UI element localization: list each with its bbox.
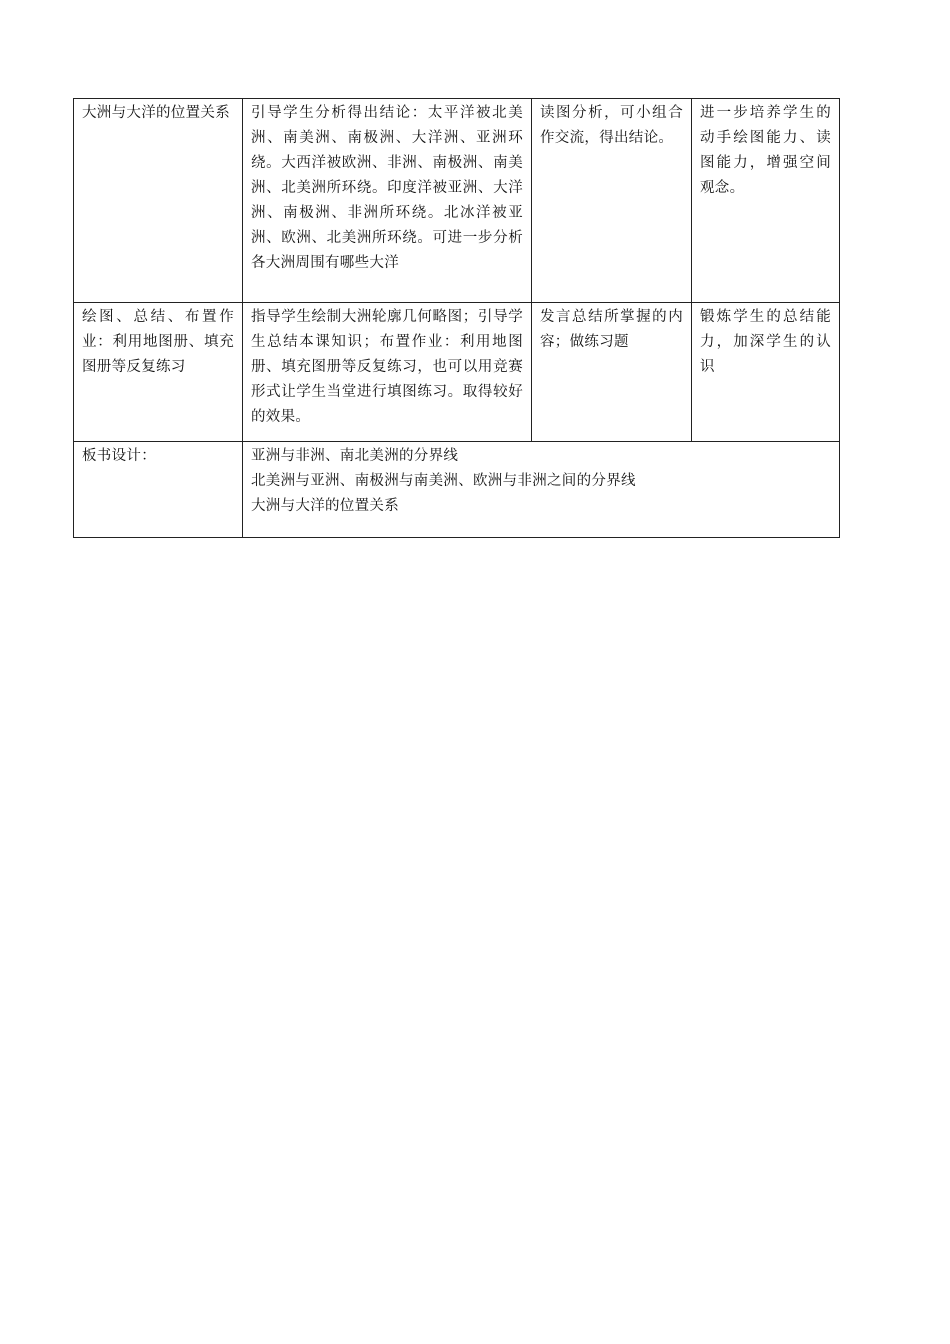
student-activity-cell: 读图分析，可小组合作交流，得出结论。 bbox=[532, 99, 692, 303]
board-line: 北美洲与亚洲、南极洲与南美洲、欧洲与非洲之间的分界线 bbox=[251, 473, 636, 489]
board-line: 大洲与大洋的位置关系 bbox=[251, 498, 399, 514]
lesson-plan-table bbox=[73, 98, 840, 538]
teacher-activity-cell: 指导学生绘制大洲轮廓几何略图；引导学生总结本课知识；布置作业：利用地图册、填充图册等反复练习，也可以用竞赛形式让学生当堂进行填图练习。取得较好的效果。 bbox=[243, 303, 532, 442]
purpose-cell: 进一步培养学生的动手绘图能力、读图能力，增强空间观念。 bbox=[692, 99, 840, 303]
board-design-content bbox=[243, 442, 840, 538]
student-activity-cell: 发言总结所掌握的内容；做练习题 bbox=[532, 303, 692, 442]
stage-cell: 绘图、总结、布置作业：利用地图册、填充图册等反复练习 bbox=[74, 303, 243, 442]
table-row bbox=[74, 303, 840, 442]
table-row bbox=[74, 99, 840, 303]
stage-cell: 大洲与大洋的位置关系 bbox=[74, 99, 243, 303]
purpose-cell: 锻炼学生的总结能力，加深学生的认识 bbox=[692, 303, 840, 442]
board-design-label: 板书设计： bbox=[74, 442, 243, 538]
table-row bbox=[74, 442, 840, 538]
teacher-activity-cell: 引导学生分析得出结论：太平洋被北美洲、南美洲、南极洲、大洋洲、亚洲环绕。大西洋被欧洲、非洲、南极洲、南美洲、北美洲所环绕。印度洋被亚洲、大洋洲、南极洲、非洲所环绕。北冰洋被亚洲、欧洲、北美洲所环绕。可进一步分析各大洲周围有哪些大洋 bbox=[243, 99, 532, 303]
board-line: 亚洲与非洲、南北美洲的分界线 bbox=[251, 448, 459, 464]
